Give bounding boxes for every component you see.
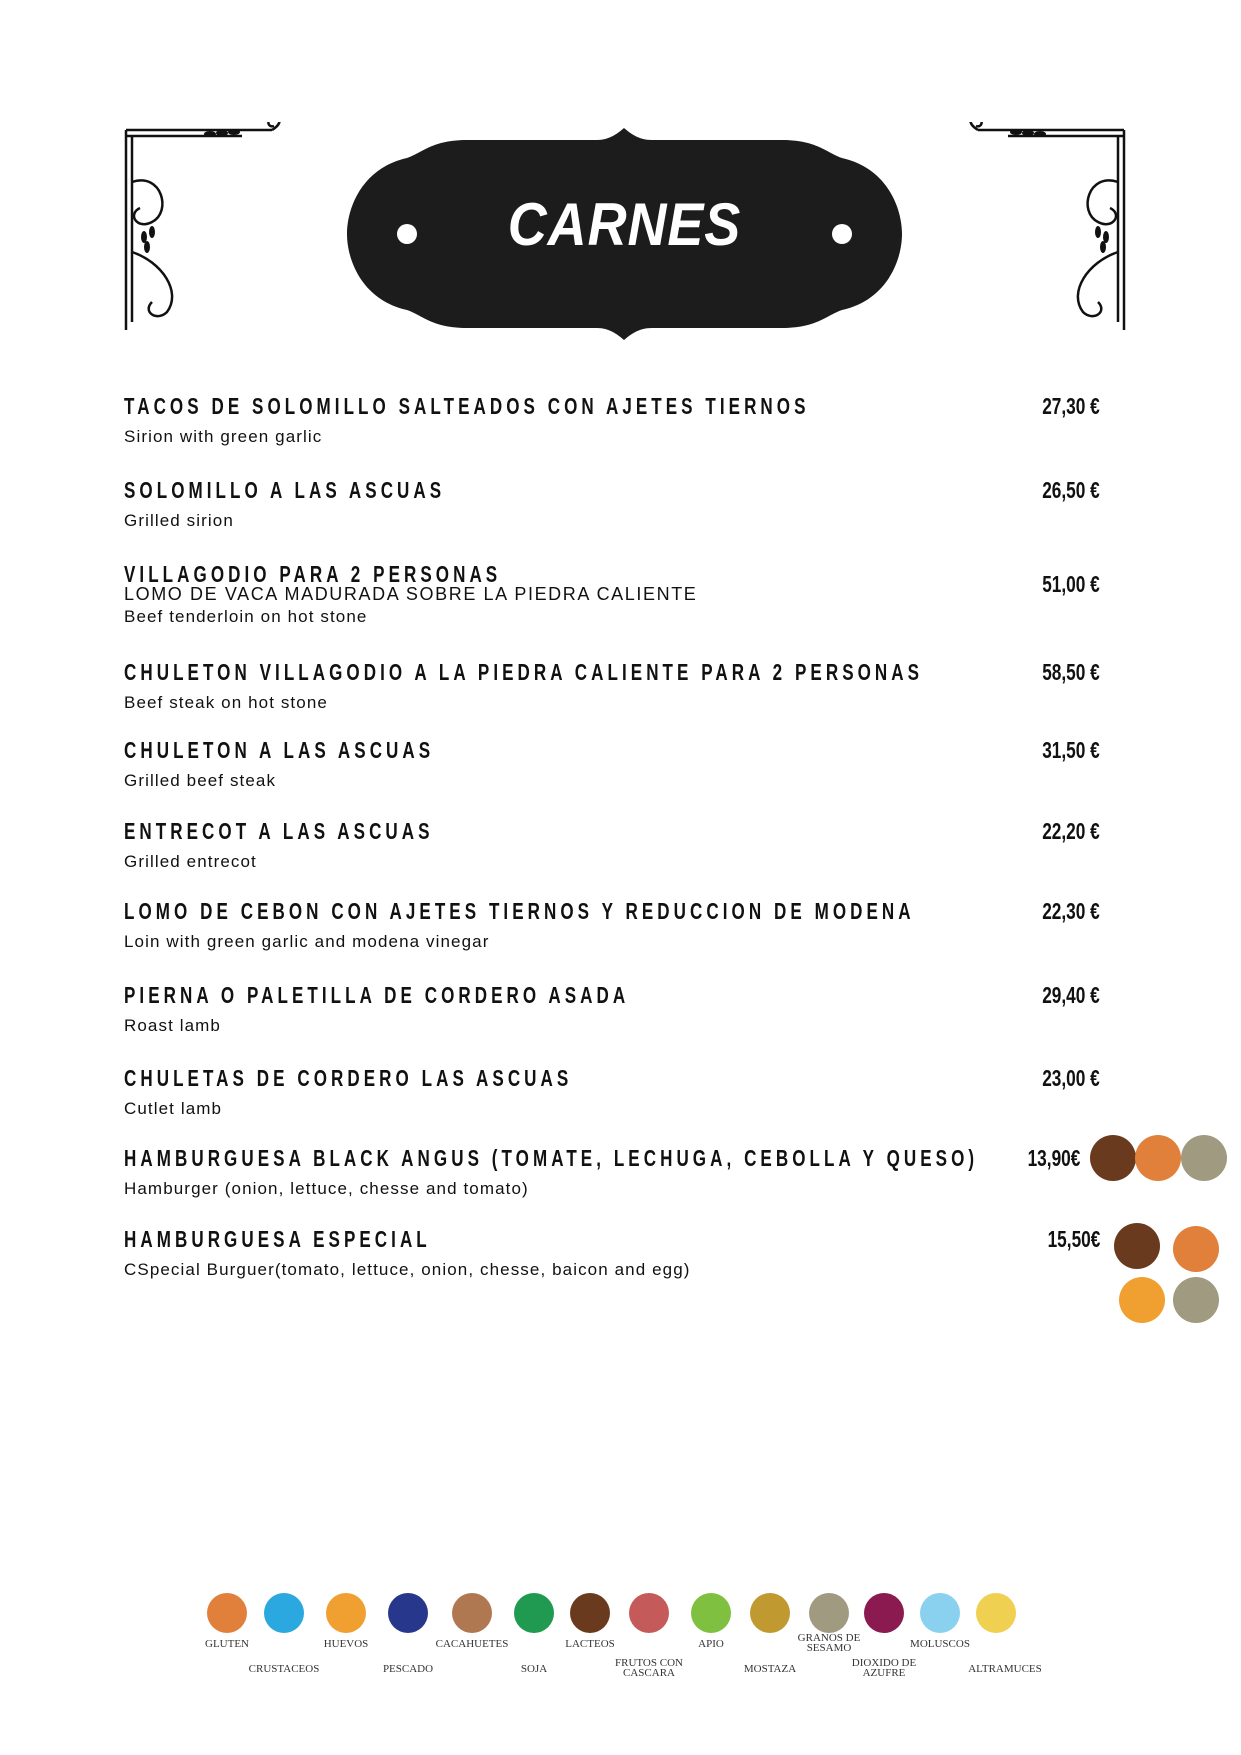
menu-item xyxy=(124,477,1124,531)
item-price: 31,50 € xyxy=(1042,737,1100,763)
menu-item xyxy=(124,898,1124,952)
frutos-con-cascara-icon xyxy=(629,1593,669,1633)
cacahuetes-icon xyxy=(452,1593,492,1633)
item-price: 23,00 € xyxy=(1042,1065,1100,1091)
item-price: 29,40 € xyxy=(1042,982,1100,1008)
allergen-label: MOLUSCOS xyxy=(910,1638,970,1650)
item-description: Roast lamb xyxy=(124,1016,221,1035)
menu-item xyxy=(124,1065,1124,1119)
allergen-label: SOJA xyxy=(520,1663,548,1675)
item-name: TACOS DE SOLOMILLO SALTEADOS CON AJETES TIERNOS xyxy=(124,393,810,419)
item-description: Beef steak on hot stone xyxy=(124,693,328,712)
item-description: Loin with green garlic and modena vinegar xyxy=(124,932,490,951)
menu-item xyxy=(124,393,1124,447)
menu-item xyxy=(124,561,1124,627)
lacteos-allergen-icon xyxy=(1090,1135,1136,1181)
item-description: Sirion with green garlic xyxy=(124,427,323,446)
item-name: ENTRECOT A LAS ASCUAS xyxy=(124,818,434,844)
dioxido-de-azufre-icon xyxy=(864,1593,904,1633)
lacteos-icon xyxy=(570,1593,610,1633)
allergen-label: CRUSTACEOS xyxy=(248,1663,320,1675)
apio-icon xyxy=(691,1593,731,1633)
menu-item xyxy=(124,982,1124,1036)
gluten-allergen-icon xyxy=(1173,1226,1219,1272)
item-name: CHULETAS DE CORDERO LAS ASCUAS xyxy=(124,1065,573,1091)
altramuces-icon xyxy=(976,1593,1016,1633)
item-subtitle: LOMO DE VACA MADURADA SOBRE LA PIEDRA CALIENTE xyxy=(124,584,698,604)
allergen-label: APIO xyxy=(698,1638,724,1650)
allergen-label: ALTRAMUCES xyxy=(968,1663,1042,1675)
allergen-label: DIOXIDO DE AZUFRE xyxy=(851,1657,917,1679)
menu-item xyxy=(124,659,1124,713)
item-name: SOLOMILLO A LAS ASCUAS xyxy=(124,477,446,503)
gluten-allergen-icon xyxy=(1135,1135,1181,1181)
item-description: Cutlet lamb xyxy=(124,1099,223,1118)
item-name: VILLAGODIO PARA 2 PERSONAS xyxy=(124,561,502,587)
allergen-label: GRANOS DE SESAMO xyxy=(797,1632,861,1654)
menu-item xyxy=(124,737,1124,791)
allergen-label: MOSTAZA xyxy=(743,1663,797,1675)
item-name: PIERNA O PALETILLA DE CORDERO ASADA xyxy=(124,982,630,1008)
corner-ornament-left xyxy=(122,122,282,332)
pescado-icon xyxy=(388,1593,428,1633)
item-name: CHULETON VILLAGODIO A LA PIEDRA CALIENTE PARA 2 PERSONAS xyxy=(124,659,924,685)
allergen-label: GLUTEN xyxy=(205,1638,249,1650)
item-description: CSpecial Burguer(tomato, lettuce, onion, chesse, baicon and egg) xyxy=(124,1260,691,1279)
page-title: CARNES xyxy=(507,191,742,258)
granos-de-sesamo-allergen-icon xyxy=(1181,1135,1227,1181)
menu-item xyxy=(124,1226,1124,1280)
gluten-icon xyxy=(207,1593,247,1633)
item-name: CHULETON A LAS ASCUAS xyxy=(124,737,435,763)
corner-ornament-right xyxy=(968,122,1128,332)
lacteos-allergen-icon xyxy=(1114,1223,1160,1269)
menu-item xyxy=(124,1145,1124,1199)
item-price: 13,90€ xyxy=(1027,1145,1080,1171)
huevos-allergen-icon xyxy=(1119,1277,1165,1323)
granos-de-sesamo-allergen-icon xyxy=(1173,1277,1219,1323)
item-name: LOMO DE CEBON CON AJETES TIERNOS Y REDUCCION DE MODENA xyxy=(124,898,915,924)
item-price: 22,20 € xyxy=(1042,818,1100,844)
item-price: 27,30 € xyxy=(1042,393,1100,419)
granos-de-sesamo-icon xyxy=(809,1593,849,1633)
item-name: HAMBURGUESA BLACK ANGUS (TOMATE, LECHUGA, CEBOLLA Y QUESO) xyxy=(124,1145,979,1171)
item-description: Grilled sirion xyxy=(124,511,234,530)
mostaza-icon xyxy=(750,1593,790,1633)
item-price: 58,50 € xyxy=(1042,659,1100,685)
item-price: 15,50€ xyxy=(1047,1226,1100,1252)
allergen-label: PESCADO xyxy=(382,1663,434,1675)
moluscos-icon xyxy=(920,1593,960,1633)
allergen-label: CACAHUETES xyxy=(435,1638,509,1650)
item-description: Hamburger (onion, lettuce, chesse and tomato) xyxy=(124,1179,529,1198)
allergen-label: HUEVOS xyxy=(323,1638,369,1650)
item-name: HAMBURGUESA ESPECIAL xyxy=(124,1226,431,1252)
item-price: 51,00 € xyxy=(1042,571,1100,597)
menu-item xyxy=(124,818,1124,872)
item-description: Beef tenderloin on hot stone xyxy=(124,607,368,626)
item-description: Grilled beef steak xyxy=(124,771,277,790)
soja-icon xyxy=(514,1593,554,1633)
huevos-icon xyxy=(326,1593,366,1633)
allergen-label: LACTEOS xyxy=(565,1638,615,1650)
item-price: 22,30 € xyxy=(1042,898,1100,924)
crustaceos-icon xyxy=(264,1593,304,1633)
item-description: Grilled entrecot xyxy=(124,852,257,871)
allergen-label: FRUTOS CON CASCARA xyxy=(615,1657,683,1679)
item-price: 26,50 € xyxy=(1042,477,1100,503)
